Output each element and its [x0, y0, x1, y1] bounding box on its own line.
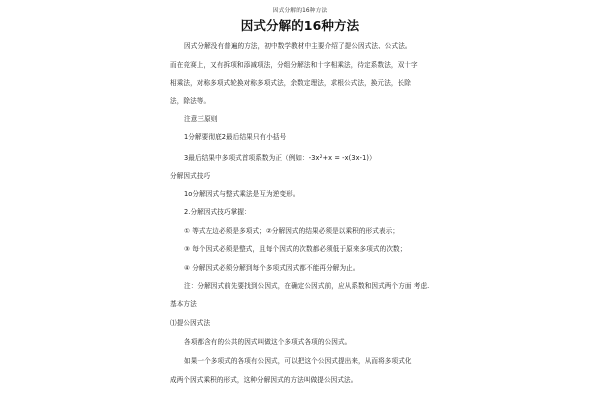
- intro-line-4: 法，除法等。: [170, 97, 211, 105]
- basic-subheading-1: ⑴提公因式法: [170, 319, 211, 327]
- tips-line-2: 2.分解因式技巧掌握：: [184, 208, 251, 216]
- intro-line-1: 因式分解没有普遍的方法，初中数学教材中主要介绍了提公因式法、公式法。: [184, 42, 412, 50]
- page-title: 因式分解的16种方法: [240, 18, 360, 33]
- tips-line-1: 1o分解因式与整式乘法是互为逆变形。: [184, 190, 300, 198]
- tips-note: 注：分解因式前先要找到公因式，在确定公因式前，应从系数和因式两个方面 考虑.: [184, 282, 430, 290]
- tips-line-3: ① 等式左边必须是多项式；②分解因式的结果必须是以乘积的形式表示；: [184, 227, 400, 235]
- tips-line-5: ④ 分解因式必须分解到每个多项式因式都不能再分解为止。: [184, 264, 360, 272]
- basic-line-3: 成两个因式乘积的形式，这种分解因式的方法叫做提公因式法。: [170, 376, 358, 384]
- principle-item-2-prefix: 3最后结果中多项式首项系数为正（例如：-3x: [184, 154, 320, 162]
- basic-methods-heading: 基本方法: [170, 300, 197, 308]
- intro-line-3: 相乘法，对称多项式轮换对称多项式法，余数定理法，求根公式法，换元法，长除: [170, 79, 411, 87]
- principle-item-2-superscript: 2: [319, 155, 323, 160]
- tips-line-4: ③ 每个因式必须是整式，且每个因式的次数都必须低于原来多项式的次数；: [184, 245, 407, 253]
- tips-heading: 分解因式技巧: [170, 172, 211, 180]
- intro-line-2: 而在竞赛上，又有拆项和添减项法，分组分解法和十字相乘法，待定系数法，双十字: [170, 61, 418, 69]
- header-caption: 因式分解的16种方法: [272, 8, 328, 14]
- basic-line-1: 各项都含有的公共的因式叫做这个多项式各项的公因式。: [184, 338, 352, 346]
- principle-item-1: 1分解要彻底2最后结果只有小括号: [184, 133, 287, 141]
- principle-item-2-suffix: +x = -x(3x-1)）: [322, 154, 376, 162]
- principles-heading: 注意三原则: [184, 115, 218, 123]
- basic-line-2: 如果一个多项式的各项有公因式，可以把这个公因式提出来，从而将多项式化: [184, 357, 412, 365]
- principle-item-2: [184, 153, 376, 163]
